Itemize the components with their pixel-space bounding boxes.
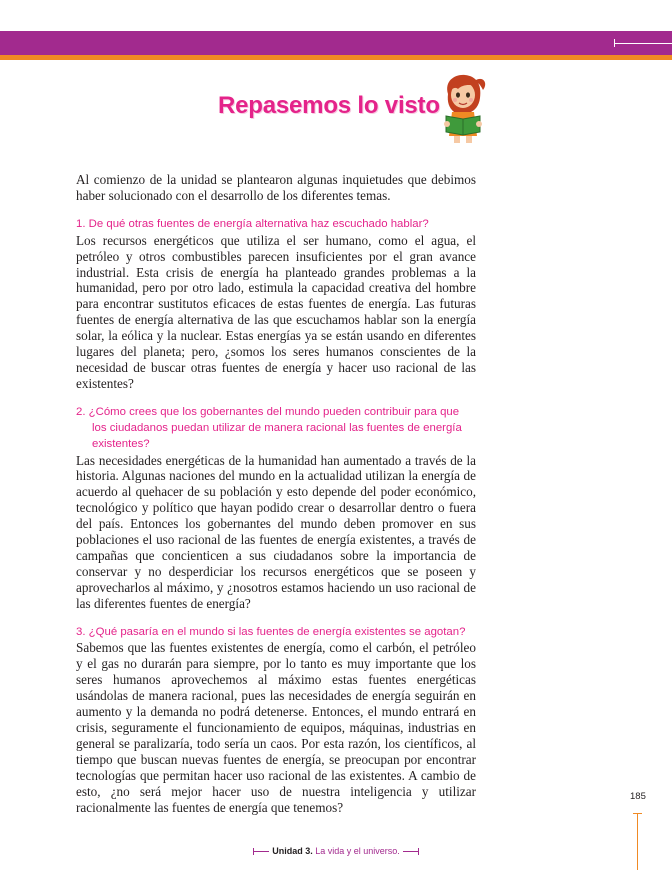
intro-paragraph: Al comienzo de la unidad se plantearon algunas inquietudes que debimos haber solucionado con el desarrollo de los diferentes temas. (76, 172, 476, 203)
question-3: 3. ¿Qué pasaría en el mundo si las fuentes de energía existentes se agotan? (76, 625, 466, 638)
footer-dash-right (403, 851, 419, 852)
page-number-line (637, 813, 638, 870)
footer (0, 846, 672, 856)
page-title: Repasemos lo visto (218, 92, 440, 119)
header-rule (614, 43, 672, 44)
footer-unit: Unidad 3. (272, 846, 313, 856)
footer-dash-left (253, 851, 269, 852)
question-2: 2. ¿Cómo crees que los gobernantes del mundo pueden contribuir para que los ciudadanos puedan utilizar de manera racional las fuentes de energía existentes? (76, 405, 462, 450)
main-content (76, 172, 476, 828)
answer-3: Sabemos que las fuentes existentes de energía, como el carbón, el petróleo y el gas no durarán para siempre, por lo tanto es muy importante que los seres humanos aprovechemos al máximo estas fuentes energéticas usándolas de manera racional, pues las necesidades de energía seguirán en aumento y la demanda no podrá detenerse. Entonces, el mundo entrará en crisis, seguramente el funcionamiento de equipos, máquinas, industrias en general se paralizaría, todo sería un caos. Por esta razón, los científicos, al tiempo que buscan nuevas fuentes de energía, se preocupan por encontrar tecnologías que permitan hacer uso racional de las existentes. A cambio de esto, ¿no será mejor hacer uso de nuestra inteligencia y utilizar racionalmente las fuentes de energía que tenemos? (76, 640, 476, 815)
answer-2: Las necesidades energéticas de la humanidad han aumentado a través de la historia. Algunas naciones del mundo en la actualidad utilizan la energía de acuerdo al quehacer de su población y esto depende del poder económico, tecnológico y político que hayan podido crear o desarrollar dentro o fuera del país. Entonces los gobernantes del mundo deben promover en sus poblaciones el uso racional de las fuentes de energía existentes, a través de campañas que concienticen a sus ciudadanos sobre la importancia de conservar y no desperdiciar los recursos energéticos que se poseen y aprovecharlos al máximo, y ¿nosotros estamos haciendo un uso racional de las diferentes fuentes de energía? (76, 452, 476, 611)
header-rule-tick (614, 39, 615, 47)
page-number: 185 (630, 791, 646, 802)
answer-1: Los recursos energéticos que utiliza el ser humano, como el agua, el petróleo y otros combustibles parecen insuficientes por el gran avance industrial. Esta crisis de energía ha planteado grandes problemas a la humanidad, pero por otro lado, estimula la capacidad creativa del hombre para encontrar sustitutos eficaces de estas fuentes de energía. Las futuras fuentes de energía alternativa de las que escuchamos hablar son la energía solar, la eólica y la nuclear. Estas energías ya se están usando en diferentes lugares del planeta; pero, ¿somos los seres humanos conscientes de la necesidad de buscar otras fuentes de energía y hacer uso racional de las existentes? (76, 232, 476, 391)
footer-unit-title: La vida y el universo. (312, 846, 400, 856)
header-stripe (0, 55, 672, 60)
header-band (0, 31, 672, 55)
question-1: 1. De qué otras fuentes de energía alternativa haz escuchado hablar? (76, 217, 429, 230)
girl-reading-book-icon (438, 72, 488, 144)
